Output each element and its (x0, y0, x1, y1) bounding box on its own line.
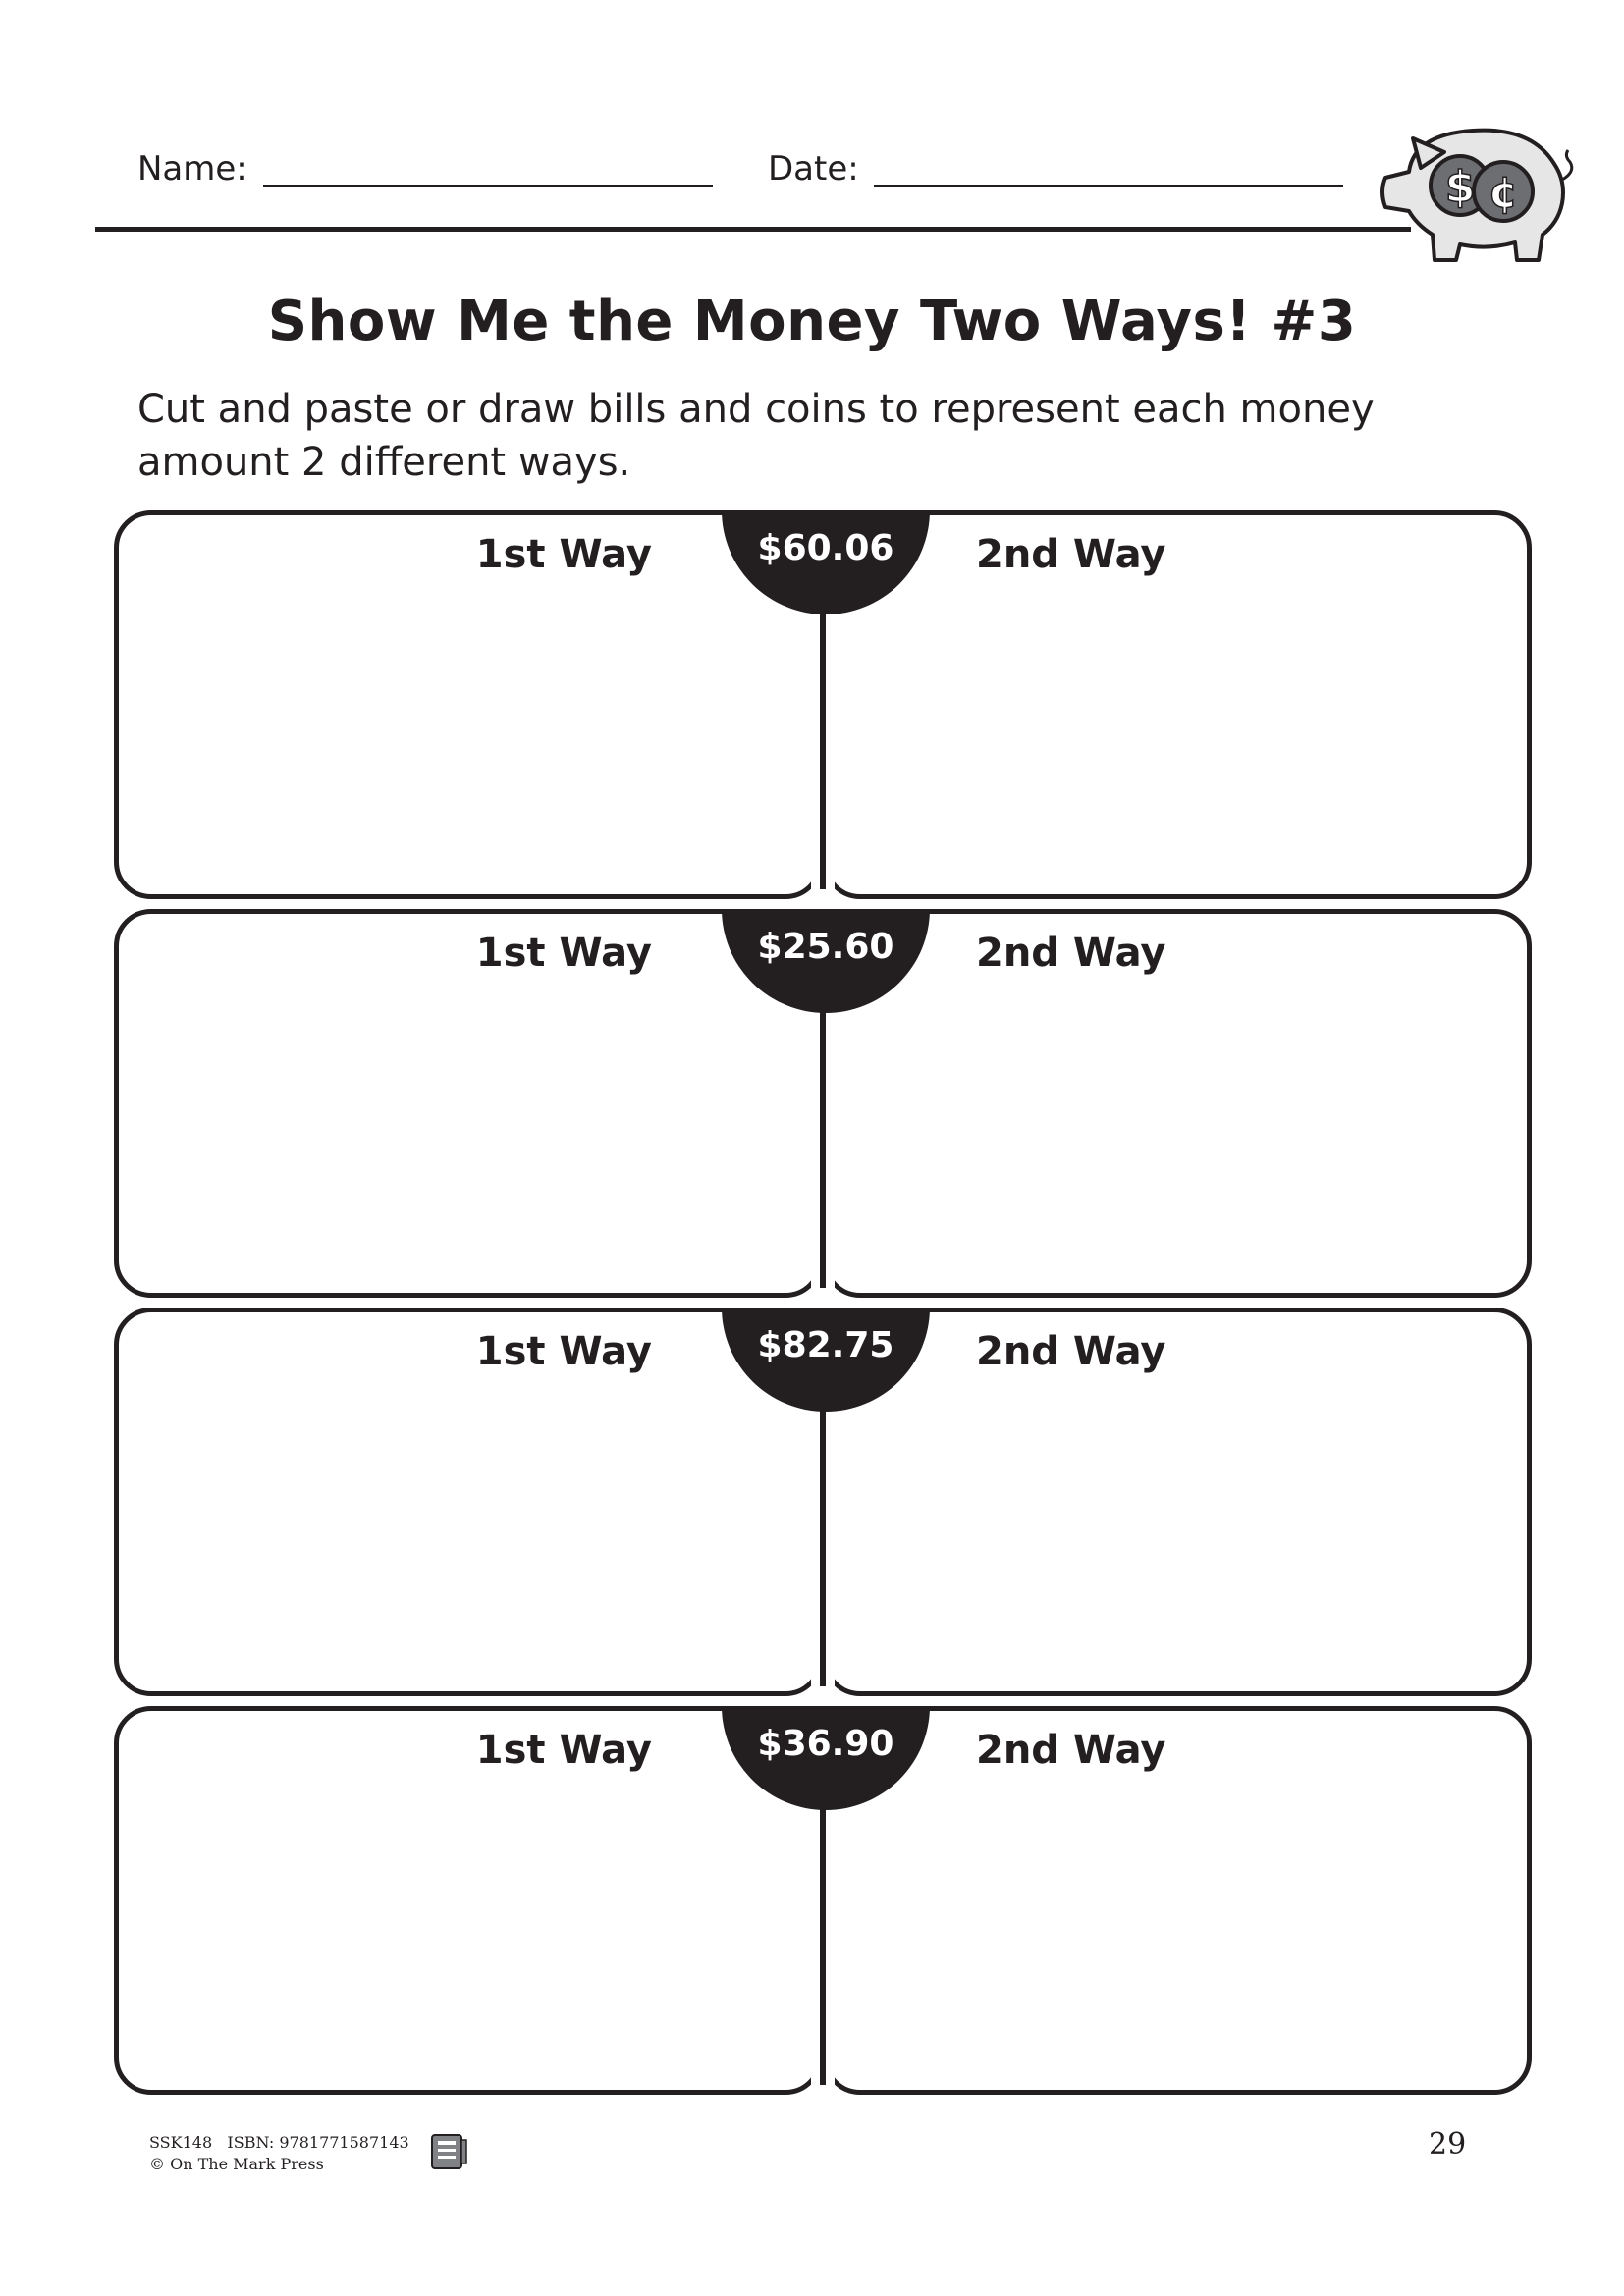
center-divider (820, 1392, 826, 1686)
name-label: Name: (137, 149, 247, 188)
copyright: © On The Mark Press (149, 2155, 324, 2173)
second-way-box[interactable] (823, 1308, 1532, 1696)
first-way-label: 1st Way (475, 1728, 652, 1773)
first-way-box[interactable] (114, 510, 823, 899)
center-divider (820, 595, 826, 889)
money-row (0, 1702, 1624, 2114)
cent-symbol: ¢ (1488, 168, 1519, 218)
second-way-label: 2nd Way (976, 1329, 1166, 1374)
second-way-label: 2nd Way (976, 1728, 1166, 1773)
isbn: ISBN: 9781771587143 (227, 2133, 409, 2152)
date-label: Date: (768, 149, 859, 188)
dollar-symbol: $ (1444, 162, 1476, 212)
second-way-box[interactable] (823, 909, 1532, 1298)
page-number: 29 (1429, 2127, 1467, 2162)
first-way-box[interactable] (114, 909, 823, 1298)
first-way-box[interactable] (114, 1706, 823, 2095)
money-row (0, 1304, 1624, 1716)
amount-badge: $25.60 (722, 909, 930, 1013)
center-divider (820, 1790, 826, 2085)
book-icon (429, 2132, 468, 2171)
instructions: Cut and paste or draw bills and coins to represent each money amount 2 different ways. (137, 387, 1375, 485)
second-way-label: 2nd Way (976, 931, 1166, 976)
amount-badge: $82.75 (722, 1308, 930, 1412)
first-way-label: 1st Way (475, 931, 652, 976)
footer-publisher-info (149, 2132, 409, 2175)
page-title: Show Me the Money Two Ways! #3 (267, 290, 1357, 353)
name-field[interactable] (263, 185, 713, 187)
second-way-box[interactable] (823, 510, 1532, 899)
piggy-bank-icon (1370, 113, 1581, 270)
first-way-label: 1st Way (475, 532, 652, 577)
header-rule (95, 227, 1411, 232)
second-way-label: 2nd Way (976, 532, 1166, 577)
first-way-label: 1st Way (475, 1329, 652, 1374)
amount-badge: $60.06 (722, 510, 930, 614)
second-way-box[interactable] (823, 1706, 1532, 2095)
product-code: SSK148 (149, 2133, 213, 2152)
money-row (0, 905, 1624, 1317)
center-divider (820, 993, 826, 1288)
money-row (0, 507, 1624, 919)
date-field[interactable] (874, 185, 1343, 187)
amount-badge: $36.90 (722, 1706, 930, 1810)
first-way-box[interactable] (114, 1308, 823, 1696)
